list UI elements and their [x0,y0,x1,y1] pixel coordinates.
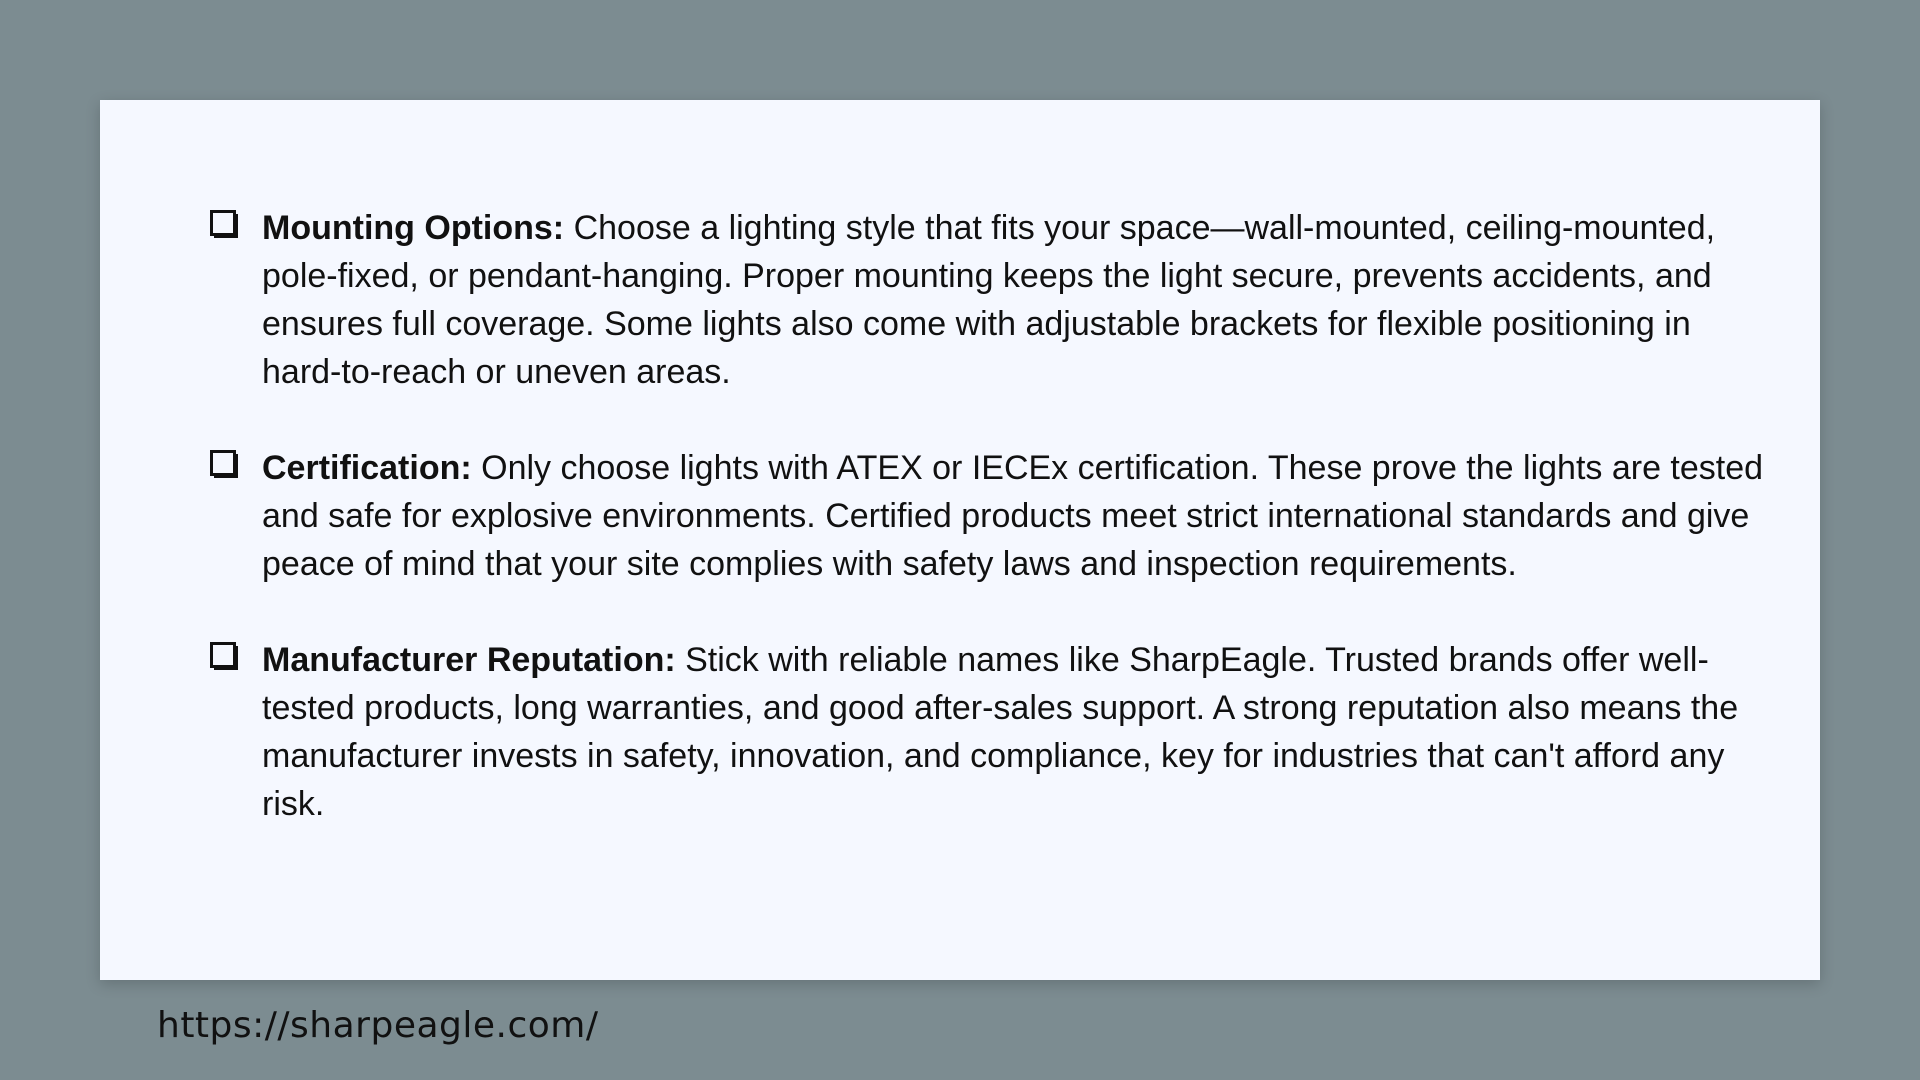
list-item-term: Manufacturer Reputation: [262,641,676,679]
checkbox-icon [210,210,238,238]
list-item-certification [210,444,1770,588]
list-item-term: Certification: [262,449,472,487]
list-item-text [262,636,1770,828]
bullet-list [210,204,1770,828]
list-item-mounting-options [210,204,1770,396]
list-item-description: Stick with reliable names like SharpEagle. Trusted brands offer well-tested products, long warranties, and good after-sales support. A strong reputation also means the manufacturer invests in safety, innovation, and compliance, key for industries that can't afford any risk. [262,641,1739,823]
list-item-text [262,204,1770,396]
checkbox-icon [210,450,238,478]
content-card [100,100,1820,980]
checkbox-icon [210,642,238,670]
footer-url[interactable]: https://sharpeagle.com/ [157,1005,599,1046]
list-item-description: Choose a lighting style that fits your space—wall-mounted, ceiling-mounted, pole-fixed, or pendant-hanging. Proper mounting keeps the light secure, prevents accidents, and ensures full coverage. Some lights also come with adjustable brackets for flexible positioning in hard-to-reach or uneven areas. [262,209,1716,391]
list-item-description: Only choose lights with ATEX or IECEx certification. These prove the lights are tested and safe for explosive environments. Certified products meet strict international standards and give peace of mind that your site complies with safety laws and inspection requirements. [262,449,1764,583]
list-item-term: Mounting Options: [262,209,565,247]
list-item-text [262,444,1770,588]
list-item-manufacturer-reputation [210,636,1770,828]
